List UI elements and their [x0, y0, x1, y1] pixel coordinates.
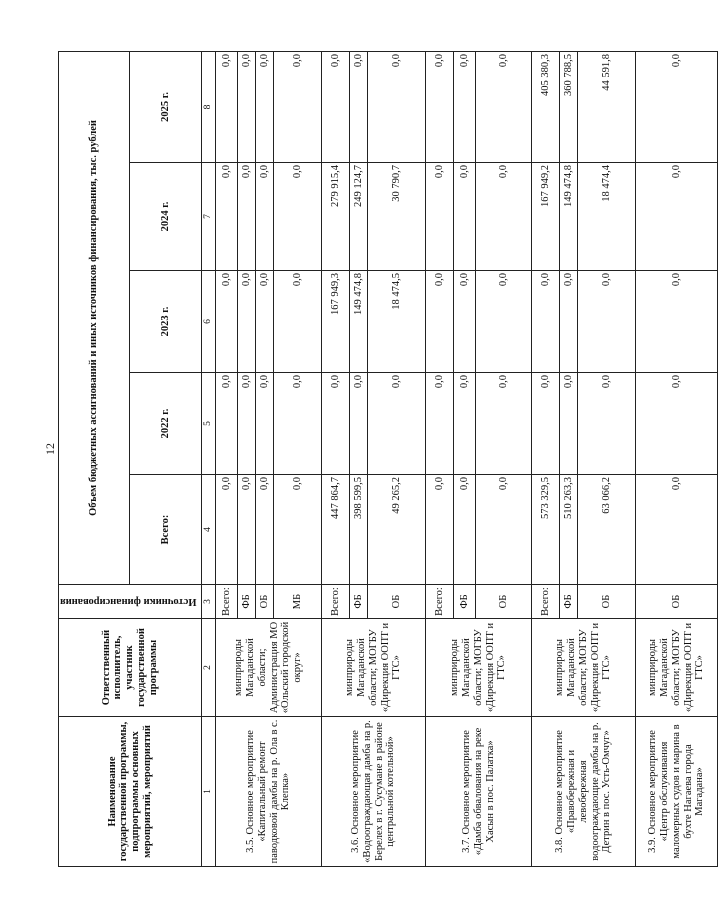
amount-cell: 0,0	[274, 163, 322, 271]
funding-source: Всего:	[426, 585, 454, 619]
funding-source: ОБ	[368, 585, 426, 619]
amount-cell: 0,0	[238, 51, 256, 162]
header-year-total: Всего:	[130, 475, 202, 585]
amount-cell: 0,0	[274, 475, 322, 585]
amount-cell: 0,0	[636, 271, 718, 373]
amount-cell: 0,0	[636, 373, 718, 475]
funding-source: Всего:	[216, 585, 238, 619]
amount-cell: 0,0	[216, 271, 238, 373]
amount-cell: 0,0	[454, 271, 476, 373]
col-index: 8	[202, 51, 216, 162]
col-index: 2	[202, 619, 216, 717]
amount-cell: 0,0	[476, 51, 532, 162]
amount-cell: 0,0	[476, 271, 532, 373]
responsible-executor: минприроды Магаданской области; МОГБУ «Дирекция ООПТ и ГТС»	[636, 619, 718, 717]
col-index: 5	[202, 373, 216, 475]
col-index: 3	[202, 585, 216, 619]
amount-cell: 0,0	[476, 475, 532, 585]
amount-cell: 0,0	[256, 475, 274, 585]
table-row	[426, 51, 454, 866]
responsible-executor: минприроды Магаданской области; Администрация МО «Ольский городской округ»	[216, 619, 322, 717]
column-index-row	[202, 51, 216, 866]
amount-cell: 0,0	[350, 373, 368, 475]
amount-cell: 0,0	[216, 373, 238, 475]
amount-cell: 0,0	[454, 475, 476, 585]
funding-source: ОБ	[578, 585, 636, 619]
amount-cell: 0,0	[636, 51, 718, 162]
amount-cell: 0,0	[238, 163, 256, 271]
amount-cell: 0,0	[426, 271, 454, 373]
amount-cell: 0,0	[274, 51, 322, 162]
amount-cell: 0,0	[426, 51, 454, 162]
table-row	[216, 51, 238, 866]
amount-cell: 18 474,4	[578, 163, 636, 271]
page-number: 12	[43, 443, 57, 455]
amount-cell: 0,0	[256, 271, 274, 373]
amount-cell: 0,0	[560, 271, 578, 373]
responsible-executor: минприроды Магаданской области; МОГБУ «Дирекция ООПТ и ГТС»	[426, 619, 532, 717]
header-year-2023: 2023 г.	[130, 271, 202, 373]
amount-cell: 0,0	[238, 271, 256, 373]
amount-cell: 0,0	[636, 163, 718, 271]
amount-cell: 0,0	[238, 373, 256, 475]
table-row	[532, 51, 560, 866]
amount-cell: 30 790,7	[368, 163, 426, 271]
amount-cell: 0,0	[216, 475, 238, 585]
measure-name: 3.6. Основное мероприятие «Водоограждающая дамба на р. Берелех в г. Сусумане в районе центральной котельной»	[322, 717, 426, 867]
amount-cell: 0,0	[426, 475, 454, 585]
financing-table	[58, 51, 718, 867]
measure-name: 3.9. Основное мероприятие «Центр обслуживания маломерных судов и марина в бухте Нагаева города Магадана»	[636, 717, 718, 867]
amount-cell: 0,0	[426, 163, 454, 271]
funding-source: ФБ	[350, 585, 368, 619]
amount-cell: 0,0	[216, 51, 238, 162]
col-index: 7	[202, 163, 216, 271]
amount-cell: 49 265,2	[368, 475, 426, 585]
amount-cell: 0,0	[476, 373, 532, 475]
amount-cell: 0,0	[636, 475, 718, 585]
amount-cell: 447 864,7	[322, 475, 350, 585]
amount-cell: 167 949,2	[532, 163, 560, 271]
amount-cell: 0,0	[368, 51, 426, 162]
amount-cell: 0,0	[454, 51, 476, 162]
amount-cell: 0,0	[532, 271, 560, 373]
amount-cell: 0,0	[578, 373, 636, 475]
header-responsible: Ответственный исполнитель, участник государственной программы	[59, 619, 202, 717]
amount-cell: 0,0	[560, 373, 578, 475]
header-volume: Объем бюджетных ассигнований и иных источников финансирования, тыс. рублей	[59, 51, 130, 584]
amount-cell: 0,0	[454, 163, 476, 271]
funding-source: ФБ	[238, 585, 256, 619]
amount-cell: 18 474,5	[368, 271, 426, 373]
amount-cell: 279 915,4	[322, 163, 350, 271]
col-index: 6	[202, 271, 216, 373]
responsible-executor: минприроды Магаданской области; МОГБУ «Дирекция ООПТ и ГТС»	[322, 619, 426, 717]
amount-cell: 0,0	[322, 373, 350, 475]
header-row-1	[59, 51, 130, 866]
funding-source: ФБ	[560, 585, 578, 619]
amount-cell: 0,0	[532, 373, 560, 475]
header-year-2025: 2025 г.	[130, 51, 202, 162]
amount-cell: 398 599,5	[350, 475, 368, 585]
funding-source: ОБ	[256, 585, 274, 619]
amount-cell: 63 066,2	[578, 475, 636, 585]
header-source	[59, 585, 202, 619]
amount-cell: 360 788,5	[560, 51, 578, 162]
amount-cell: 0,0	[238, 475, 256, 585]
amount-cell: 0,0	[256, 373, 274, 475]
funding-source: Всего:	[322, 585, 350, 619]
responsible-executor: минприроды Магаданской области; МОГБУ «Дирекция ООПТ и ГТС»	[532, 619, 636, 717]
amount-cell: 0,0	[476, 163, 532, 271]
funding-source: МБ	[274, 585, 322, 619]
measure-name: 3.5. Основное мероприятие «Капитальный ремонт паводковой дамбы на р. Ола в с. Клепка»	[216, 717, 322, 867]
amount-cell: 149 474,8	[350, 271, 368, 373]
header-year-2022: 2022 г.	[130, 373, 202, 475]
funding-source: ОБ	[636, 585, 718, 619]
amount-cell: 167 949,3	[322, 271, 350, 373]
amount-cell: 0,0	[368, 373, 426, 475]
table-row	[636, 51, 718, 866]
header-name: Наименование государственной программы, подпрограммы основных мероприятий, мероприятий	[59, 717, 202, 867]
header-source-label: Источники финансирования	[60, 596, 197, 608]
header-year-2024: 2024 г.	[130, 163, 202, 271]
col-index: 1	[202, 717, 216, 867]
funding-source: ОБ	[476, 585, 532, 619]
amount-cell: 44 591,8	[578, 51, 636, 162]
amount-cell: 573 329,5	[532, 475, 560, 585]
table-row	[322, 51, 350, 866]
measure-name: 3.8. Основное мероприятие «Правобережная и левобережная водоограждающие дамбы на р. Детрин в пос. Усть-Омчуг»	[532, 717, 636, 867]
funding-source: ФБ	[454, 585, 476, 619]
amount-cell: 249 124,7	[350, 163, 368, 271]
amount-cell: 510 263,3	[560, 475, 578, 585]
table-body	[216, 51, 718, 866]
amount-cell: 0,0	[454, 373, 476, 475]
amount-cell: 0,0	[578, 271, 636, 373]
amount-cell: 149 474,8	[560, 163, 578, 271]
amount-cell: 0,0	[256, 51, 274, 162]
amount-cell: 0,0	[426, 373, 454, 475]
amount-cell: 0,0	[322, 51, 350, 162]
amount-cell: 405 380,3	[532, 51, 560, 162]
amount-cell: 0,0	[216, 163, 238, 271]
amount-cell: 0,0	[274, 271, 322, 373]
amount-cell: 0,0	[350, 51, 368, 162]
amount-cell: 0,0	[256, 163, 274, 271]
rotated-table-sheet	[58, 52, 706, 867]
col-index: 4	[202, 475, 216, 585]
funding-source: Всего:	[532, 585, 560, 619]
amount-cell: 0,0	[274, 373, 322, 475]
measure-name: 3.7. Основное мероприятие «Дамба обвалования на реке Хасын в пос. Палатка»	[426, 717, 532, 867]
